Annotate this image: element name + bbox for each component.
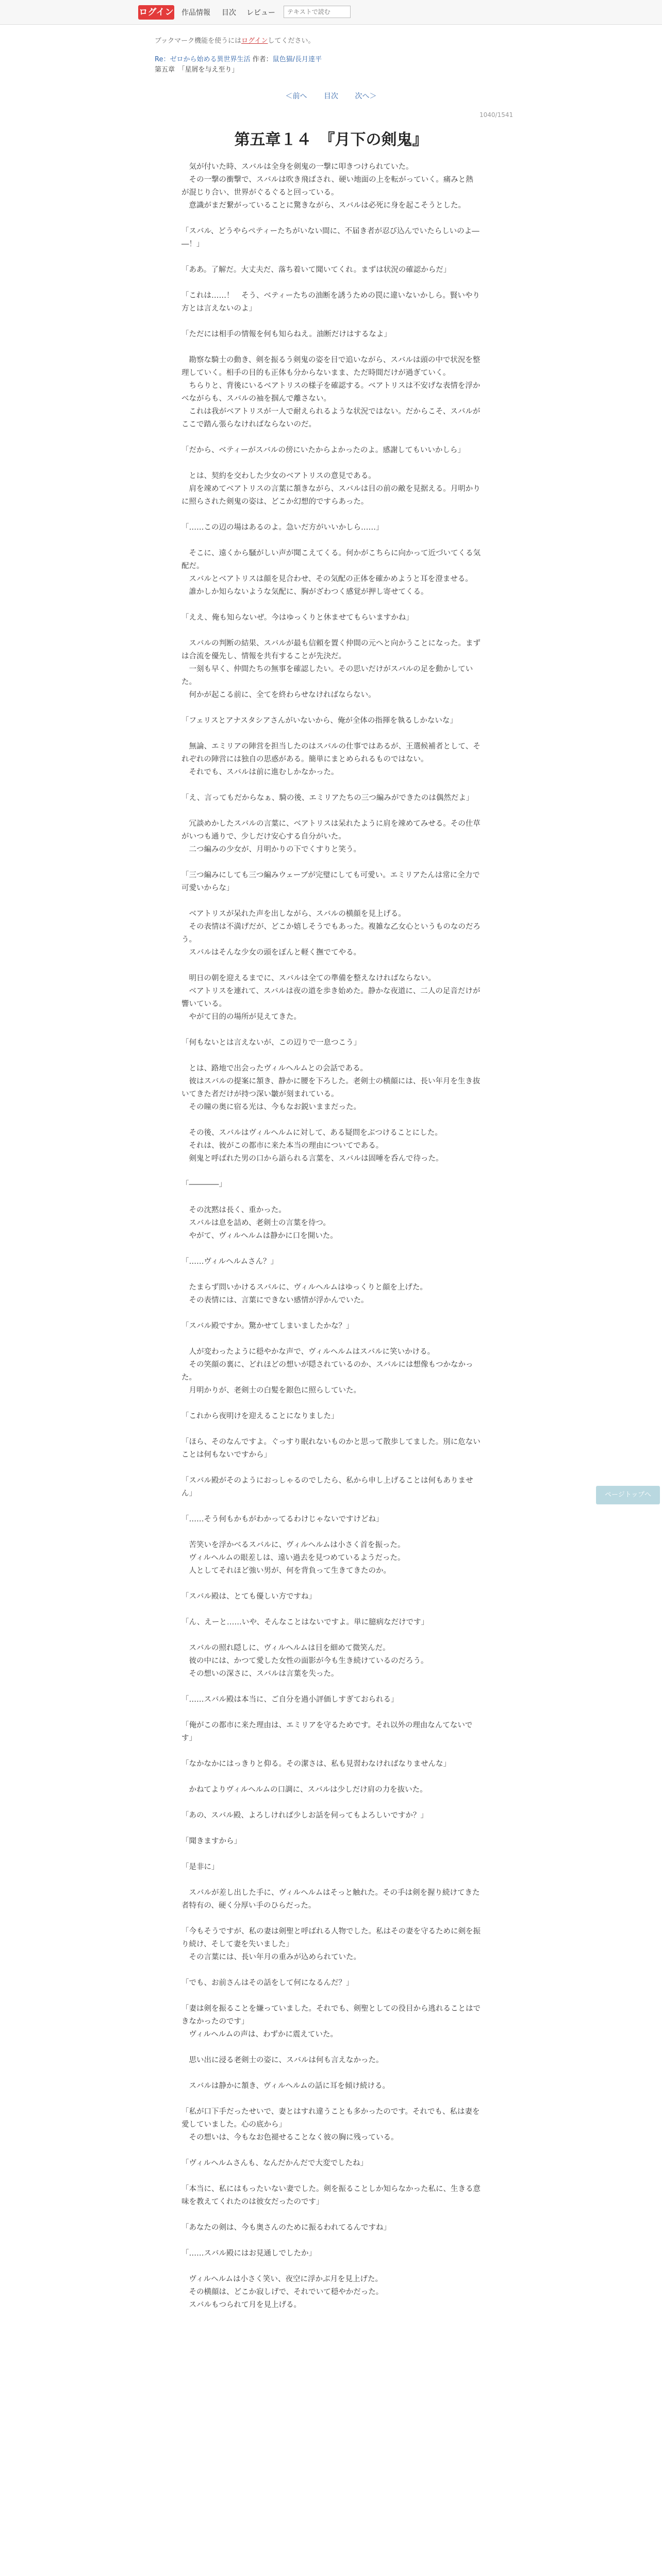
author-label: 作者： <box>252 56 273 63</box>
nav-reviews[interactable]: レビュー <box>246 9 275 17</box>
body-paragraph: 「フェリスとアナスタシアさんがいないから、俺が全体の指揮を執るしかないな」 <box>181 717 457 725</box>
body-paragraph: 「だから、ベティーがスバルの傍にいたからよかったのよ。感謝してもいいかしら」 <box>181 446 465 454</box>
body-paragraph: そこに、遠くから騒がしい声が聞こえてくる。何かがこちらに向かって近づいてくる気配だ。 スバルとベアトリスは顔を見合わせ、その気配の正体を確かめようと耳を澄ませる。 誰かしか知らないような気配に、胸がざわつく感覚が押し寄せてくる。 <box>181 549 481 596</box>
body-paragraph: 「スバル、どうやらペティーたちがいない間に、不届き者が忍び込んでいたらしいのよ――！」 <box>181 227 479 248</box>
body-paragraph: 「――――」 <box>181 1180 226 1189</box>
body-paragraph: 「……そう何もかもがわかってるわけじゃないですけどね」 <box>181 1515 384 1523</box>
body-paragraph: 「聞きますから」 <box>181 1837 241 1845</box>
body-paragraph: とは、路地で出会ったヴィルヘルムとの会話である。 彼はスバルの提案に頷き、静かに腰を下ろした。老剣士の横顔には、長い年月を生き抜いてきた者だけが持つ深い皺が刻まれている。 その瞳の奥に宿る光は、今もなお鋭いままだった。 <box>181 1064 481 1111</box>
body-paragraph: 「ん、えーと……いや、そんなことはないですよ。単に臆病なだけです」 <box>181 1618 429 1626</box>
chapter-title: 第五章１４ 『月下の剣鬼』 <box>234 131 428 149</box>
body-paragraph: 「妻は剣を振ることを嫌っていました。それでも、剣聖としての役目から逃れることはできなかったのです」 ヴィルヘルムの声は、わずかに震えていた。 <box>181 2005 481 2039</box>
chapter-subtitle: 第五章 「星屑を与え至り」 <box>155 66 239 74</box>
prev-chapter-link[interactable]: ＜前へ <box>285 92 307 100</box>
top-navigation-bar <box>0 0 662 25</box>
body-paragraph: 「ヴィルヘルムさんも、なんだかんだで大変でしたね」 <box>181 2159 368 2167</box>
toc-link[interactable]: 目次 <box>324 92 338 100</box>
body-paragraph: 「スバル殿がそのようにおっしゃるのでしたら、私から申し上げることは何もありません」 <box>181 1477 473 1498</box>
body-paragraph: 明日の朝を迎えるまでに、スバルは全ての準備を整えなければならない。 ベアトリスを連れて、スバルは夜の道を歩き始めた。静かな夜道に、二人の足音だけが響いている。 やがて目的の場所が見えてきた。 <box>181 974 481 1021</box>
body-paragraph: 「え、言ってもだからなぁ、騎の後、エミリアたちの三つ編みができたのは偶然だよ」 <box>181 794 474 802</box>
notice-suffix: してください。 <box>268 37 315 45</box>
novel-body <box>181 161 481 2325</box>
body-paragraph: 「……スバル殿にはお見通しでしたか」 <box>181 2249 316 2258</box>
body-paragraph: 「ただには相手の情報を何も知らねえ。油断だけはするなよ」 <box>181 330 391 338</box>
body-paragraph: 「ほら、そのなんですよ。ぐっすり眠れないものかと思って散歩してました。別に危ないことは何もないですから」 <box>181 1438 481 1459</box>
body-paragraph: 「ええ、俺も知らないぜ。今はゆっくりと休ませてもらいますかね」 <box>181 614 413 622</box>
body-paragraph: 「俺がこの都市に来た理由は、エミリアを守るためです。それ以外の理由なんてないです」 <box>181 1721 473 1742</box>
body-paragraph: 気が付いた時、スバルは全身を剣鬼の一撃に叩きつけられていた。 その一撃の衝撃で、スバルは吹き飛ばされ、硬い地面の上を転がっていく。痛みと熱が混じり合い、世界がぐるぐると回っている。 意識がまだ繋がっていることに驚きながら、スバルは必死に身を起こそうとした。 <box>181 163 473 210</box>
body-paragraph: 思い出に浸る老剣士の姿に、スバルは何も言えなかった。 <box>181 2056 384 2064</box>
body-paragraph: 「……この辺の場はあるのよ。急いだ方がいいかしら……」 <box>181 523 384 532</box>
body-paragraph: 勘察な騎士の動き、剣を振るう剣鬼の姿を目で追いながら、スバルは頭の中で状況を整理していく。相手の目的も正体も分からないまま、ただ時間だけが過ぎていく。 ちらりと、背後にいるベアトリスの様子を確認する。ベアトリスは不安げな表情を浮かべながらも、スバルの袖を掴んで離さない。 これは我がベアトリスが一人で耐えられるような状況ではない。だからこそ、スバルがここで踏ん張らなければならないのだ。 <box>181 356 481 429</box>
body-paragraph: 「あなたの剣は、今も奥さんのために振るわれてるんですね」 <box>181 2224 391 2232</box>
body-paragraph: 冗談めかしたスバルの言葉に、ベアトリスは呆れたように肩を竦めてみせる。その仕草がいつも通りで、少しだけ安心する自分がいた。 二つ編みの少女が、月明かりの下でくすりと笑う。 <box>181 820 481 854</box>
body-paragraph: 「今もそうですが、私の妻は剣聖と呼ばれる人物でした。私はその妻を守るために剣を振り続け、そして妻を失いました」 その言葉には、長い年月の重みが込められていた。 <box>181 1927 481 1961</box>
body-paragraph: 「でも、お前さんはその話をして何になるんだ？」 <box>181 1979 354 1987</box>
breadcrumb <box>155 54 322 63</box>
chapter-pager <box>0 91 662 101</box>
body-paragraph: 「私が口下手だったせいで、妻とはすれ違うことも多かったのです。それでも、私は妻を愛していました。心の底から」 その想いは、今もなお色褪せることなく彼の胸に残っている。 <box>181 2108 480 2142</box>
body-paragraph: スバルの照れ隠しに、ヴィルヘルムは目を細めて微笑んだ。 彼の中には、かつて愛した女性の面影が今も生き続けているのだろう。 その想いの深さに、スバルは言葉を失った。 <box>189 1644 428 1678</box>
body-paragraph: とは、契約を交わした少女のベアトリスの意見である。 肩を竦めてベアトリスの言葉に頷きながら、スバルは目の前の敵を見据える。月明かりに照らされた剣鬼の姿は、どこか幻想的ですらあった。 <box>181 472 481 506</box>
body-paragraph: かねてよりヴィルヘルムの口調に、スバルは少しだけ肩の力を抜いた。 <box>181 1786 427 1794</box>
author-link[interactable]: 鼠色猫/長月達平 <box>272 56 322 63</box>
body-paragraph: ヴィルヘルムは小さく笑い、夜空に浮かぶ月を見上げた。 その横顔は、どこか寂しげで、それでいて穏やかだった。 スバルもつられて月を見上げる。 <box>189 2275 384 2309</box>
bookmark-notice <box>155 35 315 45</box>
body-paragraph: スバルの判断の結果、スバルが最も信頼を置く仲間の元へと向かうことになった。まずは合流を優先し、情報を共有することが先決だ。 一刻も早く、仲間たちの無事を確認したい。その思いだけがスバルの足を動かしていた。 何かが起こる前に、全てを終わらせなければならない。 <box>181 639 481 699</box>
body-paragraph: 「何もないとは言えないが、この辺りで一息つこう」 <box>181 1039 361 1047</box>
body-paragraph: 「これは……！ そう、ベティーたちの油断を誘うための罠に違いないかしら。賢いやり方とは言えないのよ」 <box>181 292 480 313</box>
body-paragraph: 「スバル殿ですか。驚かせてしまいましたかな？」 <box>181 1322 354 1330</box>
body-paragraph: スバルが差し出した手に、ヴィルヘルムはそっと触れた。その手は剣を握り続けてきた者特有の、硬く分厚い手のひらだった。 <box>181 1889 480 1910</box>
body-paragraph: 「ああ。了解だ。大丈夫だ、落ち着いて聞いてくれ。まずは状況の確認からだ」 <box>181 266 451 274</box>
body-paragraph: 「……ヴィルヘルムさん？」 <box>181 1258 278 1266</box>
body-paragraph: たまらず問いかけるスバルに、ヴィルヘルムはゆっくりと顔を上げた。 その表情には、言葉にできない感情が浮かんでいた。 <box>189 1283 427 1304</box>
text-view-input[interactable] <box>284 6 351 18</box>
notice-login-link[interactable]: ログイン <box>241 37 268 45</box>
body-paragraph: ベアトリスが呆れた声を出しながら、スバルの横顔を見上げる。 その表情は不満げだが、どこか嬉しそうでもあった。複雑な乙女心というものなのだろう。 スバルはそんな少女の頭をぽんと軽く撫でてやる。 <box>181 910 481 957</box>
login-logo-button[interactable]: ログイン <box>138 5 174 20</box>
notice-prefix: ブックマーク機能を使うには <box>155 37 242 45</box>
series-link[interactable]: Re：ゼロから始める異世界生活 <box>155 56 251 63</box>
body-paragraph: 人が変わったように穏やかな声で、ヴィルヘルムはスバルに笑いかける。 その笑顔の裏に、どれほどの想いが隠されているのか、スバルには想像もつかなかった。 月明かりが、老剣士の白髪を銀色に照らしていた。 <box>181 1348 473 1395</box>
body-paragraph: その沈黙は長く、重かった。 スバルは息を詰め、老剣士の言葉を待つ。 やがて、ヴィルヘルムは静かに口を開いた。 <box>189 1206 338 1240</box>
nav-table-of-contents[interactable]: 目次 <box>222 9 236 17</box>
body-paragraph: スバルは静かに頷き、ヴィルヘルムの話に耳を傾け続ける。 <box>181 2082 390 2090</box>
page-top-button[interactable]: ページトップへ <box>596 1486 660 1504</box>
body-paragraph: 「なかなかにはっきりと仰る。その潔さは、私も見習わなければなりませんな」 <box>181 1760 451 1768</box>
next-chapter-link[interactable]: 次へ＞ <box>355 92 377 100</box>
body-paragraph: 「あの、スバル殿、よろしければ少しお話を伺ってもよろしいですか？」 <box>181 1811 428 1820</box>
body-paragraph: 「スバル殿は、とても優しい方ですね」 <box>181 1592 316 1601</box>
body-paragraph: 「……スバル殿は本当に、ご自分を過小評価しすぎておられる」 <box>181 1696 399 1704</box>
body-paragraph: 「三つ編みにしても三つ編みウェーブが完璧にしても可愛い。エミリアたんは常に全力で可愛いからな」 <box>181 871 480 892</box>
body-paragraph: その後、スバルはヴィルヘルムに対して、ある疑問をぶつけることにした。 それは、彼がこの都市に来た本当の理由についてである。 剣鬼と呼ばれた男の口から語られる言葉を、スバルは固唾を呑んで待った。 <box>189 1129 443 1163</box>
body-paragraph: 「是非に」 <box>181 1863 219 1871</box>
nav-work-info[interactable]: 作品情報 <box>181 9 210 17</box>
body-paragraph: 苦笑いを浮かべるスバルに、ヴィルヘルムは小さく首を振った。 ヴィルヘルムの眼差しは、遠い過去を見つめているようだった。 人としてそれほど強い男が、何を背負って生きてきたのか。 <box>189 1541 405 1575</box>
body-paragraph: 無論、エミリアの陣営を担当したのはスバルの仕事ではあるが、王選候補者として、それぞれの陣営には独自の思惑がある。簡単にまとめられるものではない。 それでも、スバルは前に進むしかなかった。 <box>181 742 481 776</box>
body-paragraph: 「本当に、私にはもったいない妻でした。剣を振ることしか知らなかった私に、生きる意味を教えてくれたのは彼女だったのです」 <box>181 2185 481 2206</box>
page-number: 1040/1541 <box>479 111 514 118</box>
body-paragraph: 「これから夜明けを迎えることになりました」 <box>181 1412 339 1420</box>
